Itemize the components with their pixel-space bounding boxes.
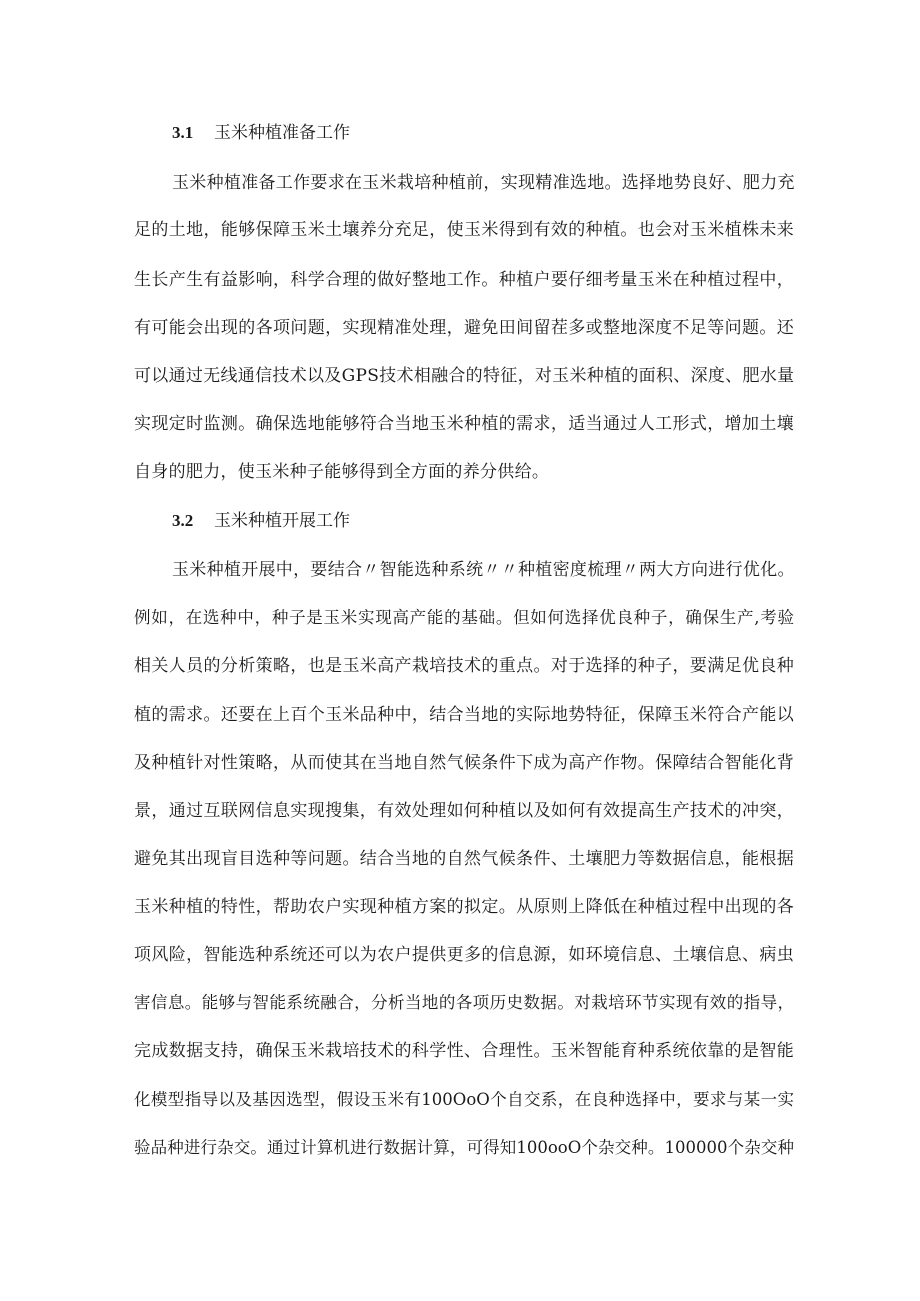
paragraph-line: 景，通过互联网信息实现搜集，有效处理如何种植以及如何有效提高生产技术的冲突， [134,801,794,821]
paragraph-line: 自身的肥力，使玉米种子能够得到全方面的养分供给。 [134,462,550,482]
paragraph-line: 验品种进行杂交。通过计算机进行数据计算，可得知100ooO个杂交种。100000个杂交种 [134,1138,794,1157]
paragraph-line: 玉米种植开展中，要结合〃智能选种系统〃〃种植密度梳理〃两大方向进行优化。 [172,560,795,580]
paragraph-line: 足的土地，能够保障玉米土壤养分充足，使玉米得到有效的种植。也会对玉米植株未来 [134,220,794,240]
paragraph-line: 项风险，智能选种系统还可以为农户提供更多的信息源，如环境信息、土壤信息、病虫 [134,945,794,965]
paragraph-line: 完成数据支持，确保玉米栽培技术的科学性、合理性。玉米智能育种系统依靠的是智能 [134,1041,794,1061]
paragraph-line: 玉米种植准备工作要求在玉米栽培种植前，实现精准选地。选择地势良好、肥力充 [172,173,795,193]
paragraph-line: 可以通过无线通信技术以及GPS技术相融合的特征，对玉米种植的面积、深度、肥水量 [134,366,795,386]
paragraph-line: 实现定时监测。确保选地能够符合当地玉米种植的需求，适当通过人工形式，增加土壤 [134,414,794,434]
section-number: 3.2 [172,511,194,530]
paragraph-line: 玉米种植的特性，帮助农户实现种植方案的拟定。从原则上降低在种植过程中出现的各 [134,897,794,917]
section-heading-3-2 [172,509,350,533]
paragraph-line: 生长产生有益影响，科学合理的做好整地工作。种植户要仔细考量玉米在种植过程中， [134,270,794,290]
section-title: 玉米种植准备工作 [214,123,350,143]
section-number: 3.1 [172,123,194,142]
paragraph-line: 有可能会出现的各项问题，实现精准处理，避免田间留茬多或整地深度不足等问题。还 [134,318,794,338]
paragraph-line: 害信息。能够与智能系统融合，分析当地的各项历史数据。对栽培环节实现有效的指导， [134,993,794,1012]
paragraph-line: 化模型指导以及基因选型，假设玉米有100OoO个自交系，在良种选择中，要求与某一实 [134,1090,794,1109]
paragraph-line: 相关人员的分析策略，也是玉米高产栽培技术的重点。对于选择的种子，要满足优良种 [134,656,794,676]
section-heading-3-1 [172,121,350,145]
section-title: 玉米种植开展工作 [214,511,350,531]
paragraph-line: 植的需求。还要在上百个玉米品种中，结合当地的实际地势特征，保障玉米符合产能以 [134,705,794,725]
paragraph-line: 例如，在选种中，种子是玉米实现高产能的基础。但如何选择优良种子，确保生产,考验 [134,608,794,627]
paragraph-line: 及种植针对性策略，从而使其在当地自然气候条件下成为高产作物。保障结合智能化背 [134,753,794,773]
paragraph-line: 避免其出现盲目选种等问题。结合当地的自然气候条件、土壤肥力等数据信息，能根据 [134,849,794,869]
